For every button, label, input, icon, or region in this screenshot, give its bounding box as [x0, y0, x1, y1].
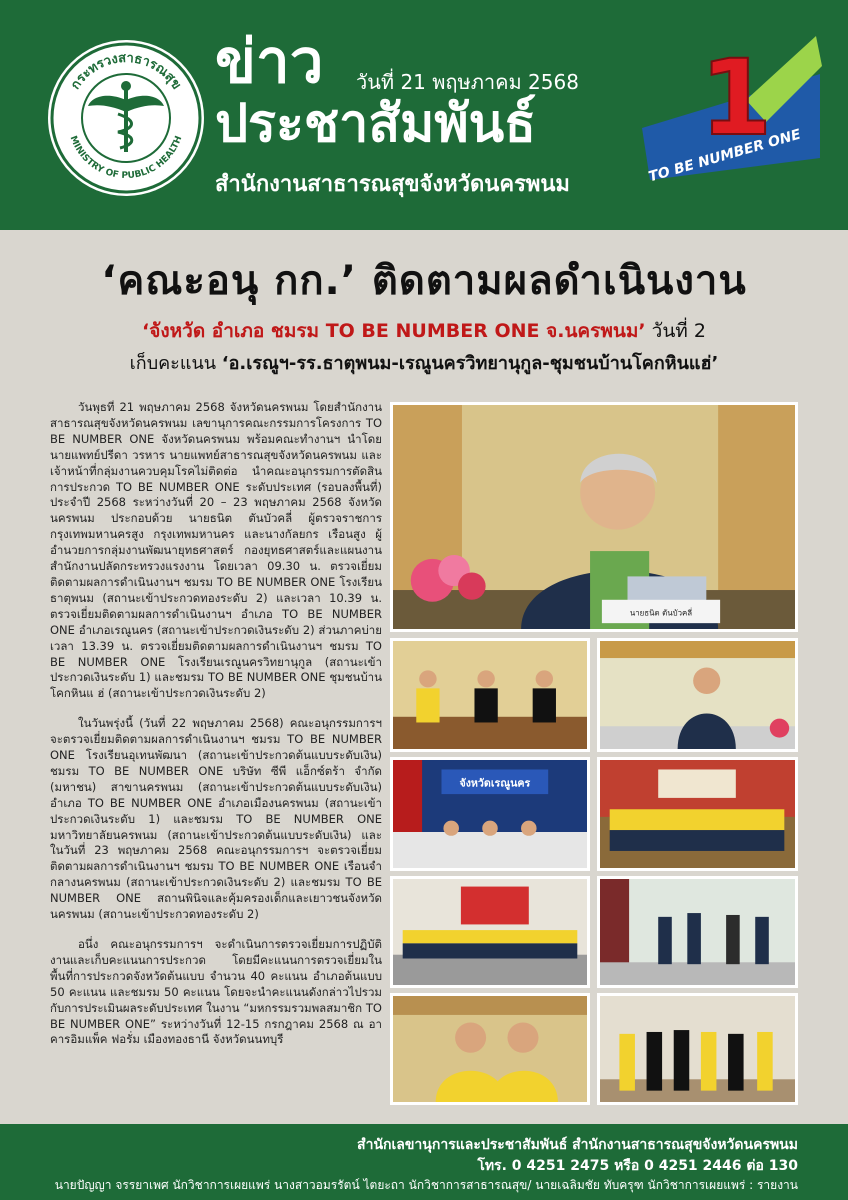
headline: ‘คณะอนุ กก.’ ติดตามผลดำเนินงาน [101, 258, 747, 304]
article-paragraph-3: อนึ่ง คณะอนุกรรมการฯ จะดำเนินการตรวจเยี่ยมการปฏิบัติงานและเก็บคะแนนการประกวด โดยมีคะแนนการตรวจเยี่ยมในพื้นที่การประกวดจังหวัดต้นแบบ จำนวน 40 คะแนน อำเภอต้นแบบ 50 คะแนน และชมรม 50 คะแนน โดยจะนำคะแนนดังกล่าวไปรวมกับการประเมินผลระดับประเทศ ในงาน “มหกรรมรวมพลสมาชิก TO BE NUMBER ONE” ระหว่างวันที่ 12-15 กรกฎาคม 2568 ณ อาคารอิมแพ็ค ฟอรั่ม เมืองทองธานี จังหวัดนนทบุรี [50, 937, 382, 1047]
photo-nameplate: นายธนิต ตันบัวคลี่ [629, 608, 693, 618]
subheadline-2-places: ‘อ.เรณูฯ-รร.ธาตุพนม-เรณูนครวิทยานุกูล-ชุมชนบ้านโคกหินแฮ่’ [221, 353, 719, 374]
footer-phone: โทร. 0 4251 2475 หรือ 0 4251 2446 ต่อ 130 [477, 1158, 798, 1174]
subheadline-1-day: วันที่ 2 [645, 320, 706, 342]
article-paragraph-1: วันพุธที่ 21 พฤษภาคม 2568 จังหวัดนครพนม โดยสำนักงานสาธารณสุขจังหวัดนครพนม เลขานุการคณะกรรมการโครงการ TO BE NUMBER ONE จังหวัดนครพนม พร้อมคณะทำงานฯ นำโดยนายแพทย์ปรีดา วรหาร นายแพทย์สาธารณสุขจังหวัดนครพนม และเจ้าหน้าที่กลุ่มงานควบคุมโรคไม่ติดต่อ นำคณะอนุกรรมการตัดสินการประกวด TO BE NUMBER ONE ระดับประเทศ (รอบลงพื้นที่) ประจำปี 2568 ระหว่างวันที่ 20 – 23 พฤษภาคม 2568 จังหวัดนครพนม ประกอบด้วย นายธนิต ตันบัวคลี่ ผู้ตรวจราชการกรุงเทพมหานครสูง กรุงเทพมหานคร และนางกัลยกร เรือนสูง ผู้อำนวยการกลุ่มงานพัฒนายุทธศาสตร์ กองยุทธศาสตร์และแผนงาน สำนักงานปลัดกระทรวงแรงงาน โดยเวลา 09.30 น. ตรวจเยี่ยมติดตามผลการดำเนินงานฯ ชมรม TO BE NUMBER ONE โรงเรียนธาตุพนม (สถานะเข้าประกวดทองระดับ 2) และเวลา 10.39 น. ตรวจเยี่ยมติดตามผลการดำเนินงานฯ อำเภอ TO BE NUMBER ONE อำเภอเรณูนคร (สถานะเข้าประกวดเงินระดับ 2) ส่วนภาคบ่าย เวลา 13.39 น. ตรวจเยี่ยมติดตามผลการดำเนินงานฯ ชมรม TO BE NUMBER ONE โรงเรียนเรณูนครวิทยานุกูล (สถานะเข้าประกวดเงินระดับ 1) และชมรม TO BE NUMBER ONE ชุมชนบ้านโคกหินแ ฮ่ (สถานะเข้าประกวดเงินระดับ 2) [50, 400, 382, 701]
photo-school-group [390, 876, 590, 988]
subheadline-1 [0, 316, 848, 346]
badge-number: 1 [699, 37, 773, 159]
ministry-seal-icon [48, 40, 204, 196]
photo-official-speaking [597, 638, 798, 752]
to-be-number-one-badge [636, 30, 826, 200]
article-paragraph-2: ในวันพรุ่งนี้ (วันที่ 22 พฤษภาคม 2568) คณะอนุกรรมการฯ จะตรวจเยี่ยมติดตามผลการดำเนินงานฯ ชมรม TO BE NUMBER ONE โรงเรียนอุเทนพัฒนา (สถานะเข้าประกวดต้นแบบระดับเงิน) ชมรม TO BE NUMBER ONE บริษัท ซีพี แอ็กซ์ตร้า จำกัด (มหาชน) สาขานครพนม (สถานะเข้าประกวดต้นแบบระดับเงิน) อำเภอ TO BE NUMBER ONE อำเภอเมืองนครพนม (สถานะเข้าประกวดเงินระดับ 1) และชมรม TO BE NUMBER ONE มหาวิทยาลัยนครพนม (สถานะเข้าประกวดต้นแบบระดับเงิน) และในวันที่ 23 พฤษภาคม 2568 คณะอนุกรรมการฯ จะตรวจเยี่ยมติดตามผลการดำเนินงานฯ ชมรม TO BE NUMBER ONE เรือนจำกลางนครพนม (สถานะเข้าประกวดเงินระดับ 2) และชมรม TO BE NUMBER ONE สถานพินิจและคุ้มครองเด็กและเยาวชนจังหวัดนครพนม (สถานะเข้าประกวดทองระดับ 2) [50, 716, 382, 922]
photo-district-meeting [390, 757, 590, 871]
photo-hall-group [597, 757, 798, 871]
footer-reporters: นายปัญญา จรรยาเพศ นักวิชาการเผยแพร่ นางสาวอมรรัตน์ ไตยะถา นักวิชาการสาธารณสุข/ นายเฉลิมชัย ทับครุฑ นักวิชาการเผยแพร่ : รายงาน [54, 1178, 798, 1192]
logo-arc-top: กระทรวงสาธารณสุข [68, 50, 184, 93]
logo-arc-bottom: MINISTRY OF PUBLIC HEALTH [67, 134, 185, 182]
subheadline-1-red: ‘จังหวัด อำเภอ ชมรม TO BE NUMBER ONE จ.นครพนม’ [142, 320, 646, 342]
photo-exhibition-visit [597, 876, 798, 988]
photo-meeting-group [390, 638, 590, 752]
photo-banner: จังหวัดเรณูนคร [459, 777, 531, 790]
photo-standing-group [597, 993, 798, 1105]
subheadline-2 [0, 348, 848, 377]
issue-date: วันที่ 21 พฤษภาคม 2568 [356, 70, 579, 94]
subheadline-2-prefix: เก็บคะแนน [129, 353, 222, 374]
footer-banner [0, 1124, 848, 1200]
office-name: สำนักงานสาธารณสุขจังหวัดนครพนม [215, 172, 570, 197]
footer-office: สำนักเลขานุการและประชาสัมพันธ์ สำนักงานสาธารณสุขจังหวัดนครพนม [357, 1137, 798, 1153]
header-banner [0, 0, 848, 230]
photo-two-officials [390, 993, 590, 1105]
article-body [50, 400, 382, 1120]
title-public-relations: ประชาสัมพันธ์ [215, 93, 536, 154]
photo-main-speaker [390, 402, 798, 632]
title-news: ข่าว [215, 27, 324, 97]
ministry-logo [48, 40, 204, 196]
badge-label: TO BE NUMBER ONE [646, 126, 803, 186]
